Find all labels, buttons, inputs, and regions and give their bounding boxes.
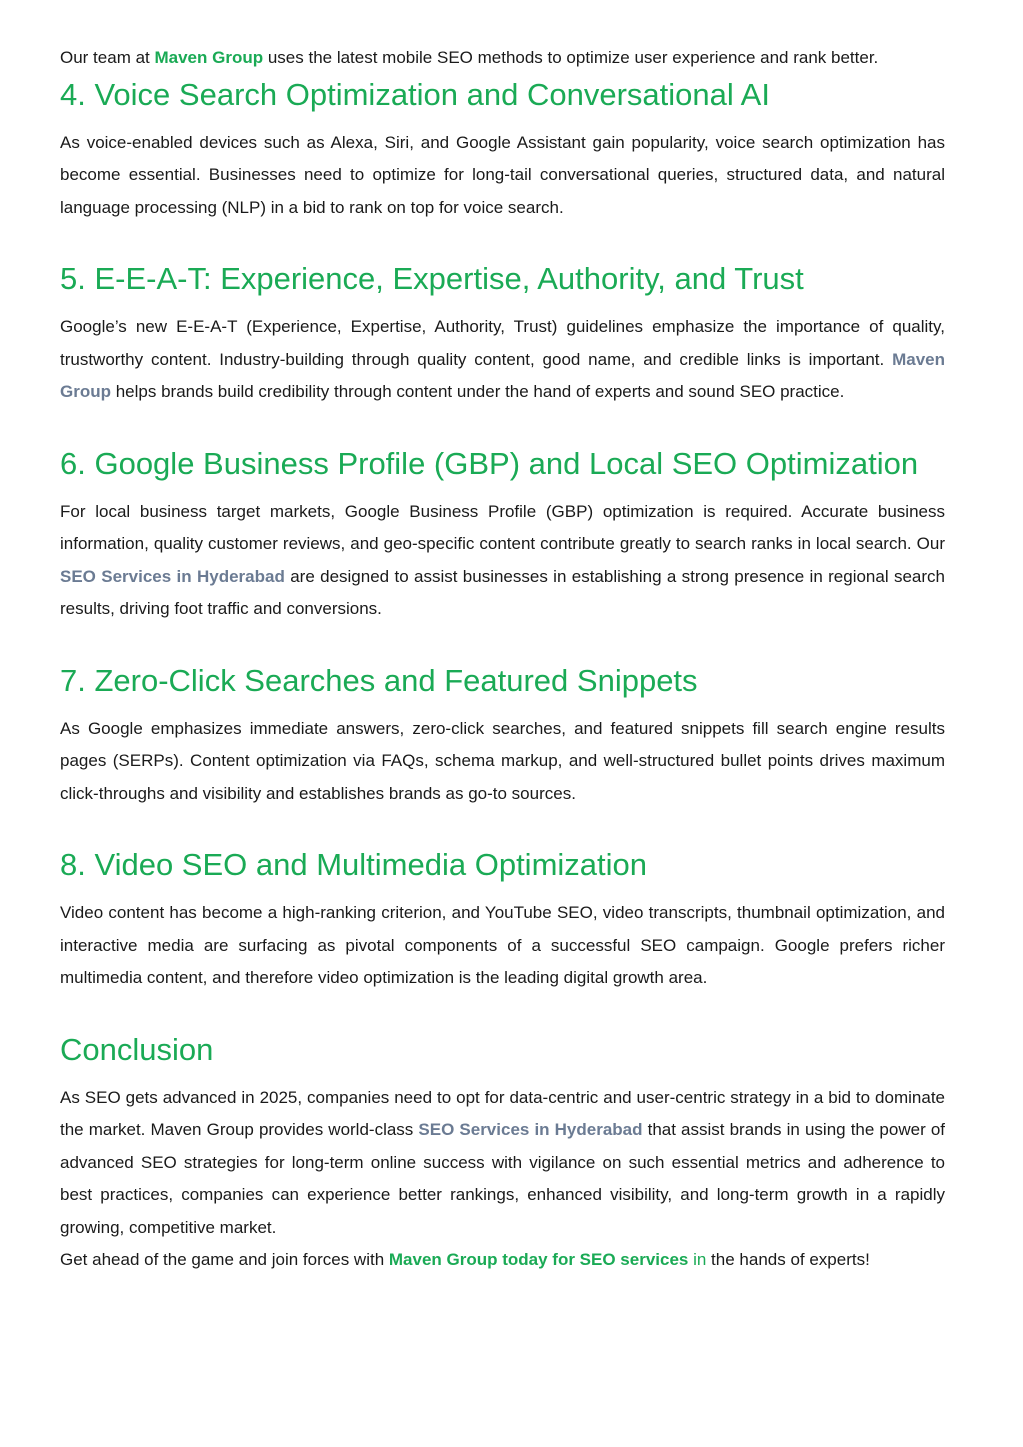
maven-group-link[interactable]: Maven Group	[154, 48, 264, 67]
conclusion-text-after: that assist brands in using the power of advanced SEO strategies for long-term online success with vigilance on such essential metrics and adherence to best practices, companies can experience better rankings, enhanced visibility, and long-term growth in a rapidly growing, competitive market.	[60, 1120, 945, 1237]
call-to-action	[60, 1244, 945, 1277]
section-body-zero-click: As Google emphasizes immediate answers, zero-click searches, and featured snippets fill search engine results pages (SERPs). Content optimization via FAQs, schema markup, and well-structured bullet points drives maximum click-throughs and visibility and establishes brands as go-to sources.	[60, 718, 945, 803]
eeat-text-before: Google’s new E-E-A-T (Experience, Expertise, Authority, Trust) guidelines emphasize the importance of quality, trustworthy content. Industry-building through quality content, good name, and credible links is important.	[60, 317, 945, 369]
section-body-eeat	[60, 311, 945, 409]
section-heading-eeat: 5. E-E-A-T: Experience, Expertise, Authority, and Trust	[60, 261, 804, 296]
section-body-conclusion	[60, 1082, 945, 1245]
maven-group-seo-services-link[interactable]: Maven Group today for SEO services	[388, 1250, 689, 1269]
section-voice-search	[60, 75, 945, 225]
section-heading-voice-search: 4. Voice Search Optimization and Conversational AI	[60, 76, 770, 112]
section-heading-gbp-local-seo: 6. Google Business Profile (GBP) and Local SEO Optimization	[60, 445, 919, 481]
section-heading-conclusion: Conclusion	[60, 1031, 214, 1067]
intro-paragraph	[60, 42, 945, 75]
cta-text-in: in	[688, 1250, 707, 1269]
conclusion-text-before: As SEO gets advanced in 2025, companies need to opt for data-centric and user-centric strategy in a bid to dominate the market. Maven Group provides world-class	[60, 1087, 945, 1139]
section-body-voice-search: As voice-enabled devices such as Alexa, Siri, and Google Assistant gain popularity, voice search optimization has become essential. Businesses need to optimize for long-tail conversational queries, structured data, and natural language processing (NLP) in a bid to rank on top for voice search.	[60, 132, 945, 217]
seo-services-hyderabad-link[interactable]: SEO Services in Hyderabad	[418, 1120, 643, 1139]
section-gbp-local-seo	[60, 444, 945, 626]
seo-services-hyderabad-link[interactable]: SEO Services in Hyderabad	[60, 566, 285, 586]
maven-group-link[interactable]: Maven Group	[60, 349, 945, 401]
gbp-text-before: For local business target markets, Google Business Profile (GBP) optimization is required. Accurate business information, quality customer reviews, and geo-specific content contribute greatly to search ranks in local search. Our	[60, 501, 945, 553]
section-eeat	[60, 259, 945, 409]
section-body-gbp-local-seo	[60, 496, 945, 626]
eeat-text-after: helps brands build credibility through content under the hand of experts and sound SEO practice.	[111, 382, 845, 401]
section-zero-click	[60, 661, 945, 811]
intro-text-after: uses the latest mobile SEO methods to optimize user experience and rank better.	[263, 48, 879, 67]
cta-text-after: the hands of experts!	[706, 1250, 870, 1269]
section-conclusion	[60, 1030, 945, 1277]
section-body-video-seo: Video content has become a high-ranking criterion, and YouTube SEO, video transcripts, thumbnail optimization, and interactive media are surfacing as pivotal components of a successful SEO campaign. Google prefers richer multimedia content, and therefore video optimization is the leading digital growth area.	[60, 903, 945, 987]
section-heading-video-seo: 8. Video SEO and Multimedia Optimization	[60, 847, 648, 882]
gbp-text-after: are designed to assist businesses in establishing a strong presence in regional search results, driving foot traffic and conversions.	[60, 566, 945, 618]
section-heading-zero-click: 7. Zero-Click Searches and Featured Snippets	[60, 662, 698, 698]
intro-text-before: Our team at	[60, 48, 155, 67]
cta-text-before: Get ahead of the game and join forces with	[60, 1250, 389, 1269]
section-video-seo	[60, 845, 945, 995]
